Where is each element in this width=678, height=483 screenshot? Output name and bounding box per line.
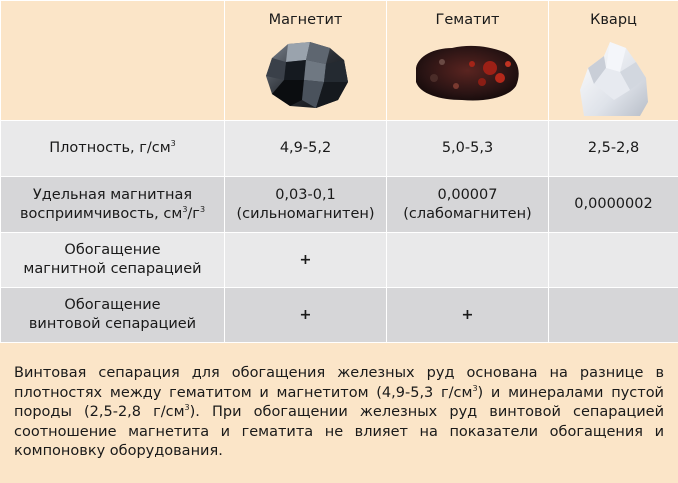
- table-row-density: [1, 121, 678, 177]
- magnetic-separation-magnetite: +: [225, 233, 387, 288]
- hematite-label: Гематит: [435, 12, 500, 28]
- header-magnetite: [225, 1, 387, 121]
- density-quartz: 2,5-2,8: [549, 121, 678, 177]
- spiral-separation-quartz: [549, 288, 678, 343]
- table-row-spiral-separation: [1, 288, 678, 343]
- susceptibility-hematite: 0,00007 (слабомагнитен): [387, 177, 549, 233]
- quartz-icon: [574, 38, 654, 118]
- table-row-susceptibility: [1, 177, 678, 233]
- magnetic-separation-quartz: [549, 233, 678, 288]
- density-magnetite: 4,9-5,2: [225, 121, 387, 177]
- susceptibility-magnetite: 0,03-0,1 (сильномагнитен): [225, 177, 387, 233]
- spiral-separation-hematite: +: [387, 288, 549, 343]
- header-quartz: [549, 1, 678, 121]
- density-hematite: 5,0-5,3: [387, 121, 549, 177]
- magnetic-separation-label: Обогащение магнитной сепарацией: [1, 233, 225, 288]
- magnetic-separation-hematite: [387, 233, 549, 288]
- table-header-row: [1, 1, 678, 121]
- spiral-separation-magnetite: +: [225, 288, 387, 343]
- header-hematite: [387, 1, 549, 121]
- magnetite-label: Магнетит: [268, 12, 343, 28]
- description-paragraph: Винтовая сепарация для обогащения железных руд основана на разнице в плотностях между гематитом и магнетитом (4,9-5,3 $г/см^3$) и минералами пустой породы (2,5-2,8 $г/см^3$). При обогащении железных руд винтовой сепарацией соотношение магнетита и гематита не влияет на показатели обогащения и компоновку оборудования.: [14, 365, 664, 459]
- magnetite-icon: [258, 38, 354, 110]
- susceptibility-label: Удельная магнитная восприимчивость, $см^3/г^3$: [1, 177, 225, 233]
- header-corner-cell: [1, 1, 225, 121]
- quartz-label: Кварц: [590, 12, 637, 28]
- susceptibility-quartz: 0,0000002: [549, 177, 678, 233]
- table-row-magnetic-separation: [1, 233, 678, 288]
- spiral-separation-label: Обогащение винтовой сепарацией: [1, 288, 225, 343]
- hematite-icon: [412, 38, 524, 106]
- density-label: Плотность, $г/см^3$: [1, 121, 225, 177]
